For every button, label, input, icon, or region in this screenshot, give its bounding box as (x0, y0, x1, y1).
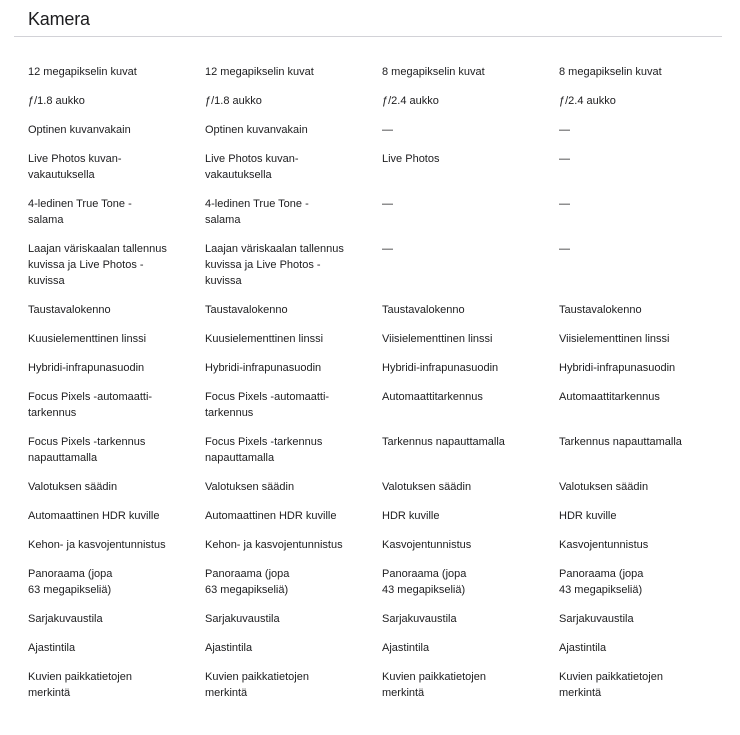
feature-cell: — (559, 153, 570, 165)
feature-row (28, 508, 728, 537)
feature-cell: Optinen kuvanvakain (28, 124, 131, 136)
feature-cell: Automaattinen HDR kuville (205, 510, 337, 522)
feature-cell: Live Photos (382, 153, 440, 165)
feature-cell: — (382, 243, 393, 255)
feature-cell: HDR kuville (382, 510, 440, 522)
feature-cell: 8 megapikselin kuvat (559, 66, 662, 78)
feature-cell: Viisielementtinen linssi (559, 333, 670, 345)
feature-cell: Automaattitarkennus (559, 391, 660, 403)
feature-cell: Focus Pixels -automaatti- tarkennus (205, 391, 330, 419)
feature-cell: Taustavalokenno (382, 304, 465, 316)
feature-cell: Automaattinen HDR kuville (28, 510, 160, 522)
feature-row (28, 669, 728, 714)
feature-row (28, 64, 728, 93)
feature-cell: Valotuksen säädin (559, 481, 649, 493)
feature-row (28, 434, 728, 479)
feature-cell: ƒ/2.4 aukko (559, 95, 616, 107)
feature-cell: Taustavalokenno (28, 304, 111, 316)
feature-row (28, 479, 728, 508)
feature-row (28, 151, 728, 196)
feature-cell: Focus Pixels -tarkennus napauttamalla (28, 436, 146, 464)
feature-cell: Automaattitarkennus (382, 391, 483, 403)
feature-cell: Hybridi-infrapunasuodin (205, 362, 322, 374)
feature-cell: Sarjakuvaustila (382, 613, 457, 625)
feature-cell: Live Photos kuvan- vakautuksella (28, 153, 122, 181)
feature-cell: ƒ/1.8 aukko (205, 95, 262, 107)
feature-cell: Hybridi-infrapunasuodin (382, 362, 499, 374)
feature-cell: Kuusielementtinen linssi (205, 333, 324, 345)
feature-cell: Taustavalokenno (559, 304, 642, 316)
feature-row (28, 360, 728, 389)
feature-cell: — (559, 243, 570, 255)
feature-cell: Ajastintila (559, 642, 607, 654)
feature-cell: 4-ledinen True Tone - salama (28, 198, 132, 226)
feature-cell: ƒ/2.4 aukko (382, 95, 439, 107)
feature-cell: 8 megapikselin kuvat (382, 66, 485, 78)
feature-row (28, 241, 728, 302)
feature-cell: Panoraama (jopa 63 megapikseliä) (205, 568, 290, 596)
feature-cell: Tarkennus napauttamalla (382, 436, 505, 448)
feature-cell: Ajastintila (28, 642, 76, 654)
feature-cell: 12 megapikselin kuvat (28, 66, 137, 78)
feature-cell: 4-ledinen True Tone - salama (205, 198, 309, 226)
feature-cell: Panoraama (jopa 63 megapikseliä) (28, 568, 113, 596)
feature-cell: Valotuksen säädin (205, 481, 295, 493)
feature-cell: Optinen kuvanvakain (205, 124, 308, 136)
feature-row (28, 389, 728, 434)
feature-row (28, 537, 728, 566)
feature-cell: Tarkennus napauttamalla (559, 436, 682, 448)
section-header (14, 0, 722, 37)
feature-cell: Panoraama (jopa 43 megapikseliä) (382, 568, 467, 596)
section-title: Kamera (28, 9, 90, 29)
feature-cell: Hybridi-infrapunasuodin (559, 362, 676, 374)
feature-cell: Panoraama (jopa 43 megapikseliä) (559, 568, 644, 596)
feature-cell: — (382, 198, 393, 210)
feature-cell: Focus Pixels -tarkennus napauttamalla (205, 436, 323, 464)
feature-cell: Sarjakuvaustila (28, 613, 103, 625)
feature-cell: Laajan väriskaalan tallennus kuvissa ja Live Photos - kuvissa (205, 243, 344, 287)
feature-cell: Viisielementtinen linssi (382, 333, 493, 345)
feature-cell: Sarjakuvaustila (205, 613, 280, 625)
feature-cell: Kuvien paikkatietojen merkintä (382, 671, 486, 699)
feature-row (28, 196, 728, 241)
feature-cell: Live Photos kuvan- vakautuksella (205, 153, 299, 181)
feature-cell: Kuvien paikkatietojen merkintä (205, 671, 309, 699)
feature-row (28, 566, 728, 611)
feature-cell: Kuusielementtinen linssi (28, 333, 147, 345)
feature-cell: Laajan väriskaalan tallennus kuvissa ja Live Photos - kuvissa (28, 243, 167, 287)
feature-row (28, 302, 728, 331)
feature-cell: Valotuksen säädin (382, 481, 472, 493)
feature-cell: Ajastintila (382, 642, 430, 654)
feature-row (28, 331, 728, 360)
feature-cell: HDR kuville (559, 510, 617, 522)
feature-cell: ƒ/1.8 aukko (28, 95, 85, 107)
feature-cell: Taustavalokenno (205, 304, 288, 316)
feature-cell: Kehon- ja kasvojentunnistus (205, 539, 343, 551)
feature-cell: Kuvien paikkatietojen merkintä (28, 671, 132, 699)
feature-cell: Valotuksen säädin (28, 481, 118, 493)
feature-cell: 12 megapikselin kuvat (205, 66, 314, 78)
feature-cell: Kasvojentunnistus (382, 539, 472, 551)
feature-cell: Kehon- ja kasvojentunnistus (28, 539, 166, 551)
feature-cell: — (382, 124, 393, 136)
feature-cell: Kasvojentunnistus (559, 539, 649, 551)
feature-cell: Hybridi-infrapunasuodin (28, 362, 145, 374)
feature-cell: — (559, 124, 570, 136)
feature-cell: Sarjakuvaustila (559, 613, 634, 625)
feature-cell: Focus Pixels -automaatti- tarkennus (28, 391, 153, 419)
comparison-grid (28, 64, 728, 714)
feature-row (28, 611, 728, 640)
feature-cell: Ajastintila (205, 642, 253, 654)
feature-row (28, 93, 728, 122)
feature-cell: — (559, 198, 570, 210)
feature-cell: Kuvien paikkatietojen merkintä (559, 671, 663, 699)
feature-row (28, 640, 728, 669)
feature-row (28, 122, 728, 151)
